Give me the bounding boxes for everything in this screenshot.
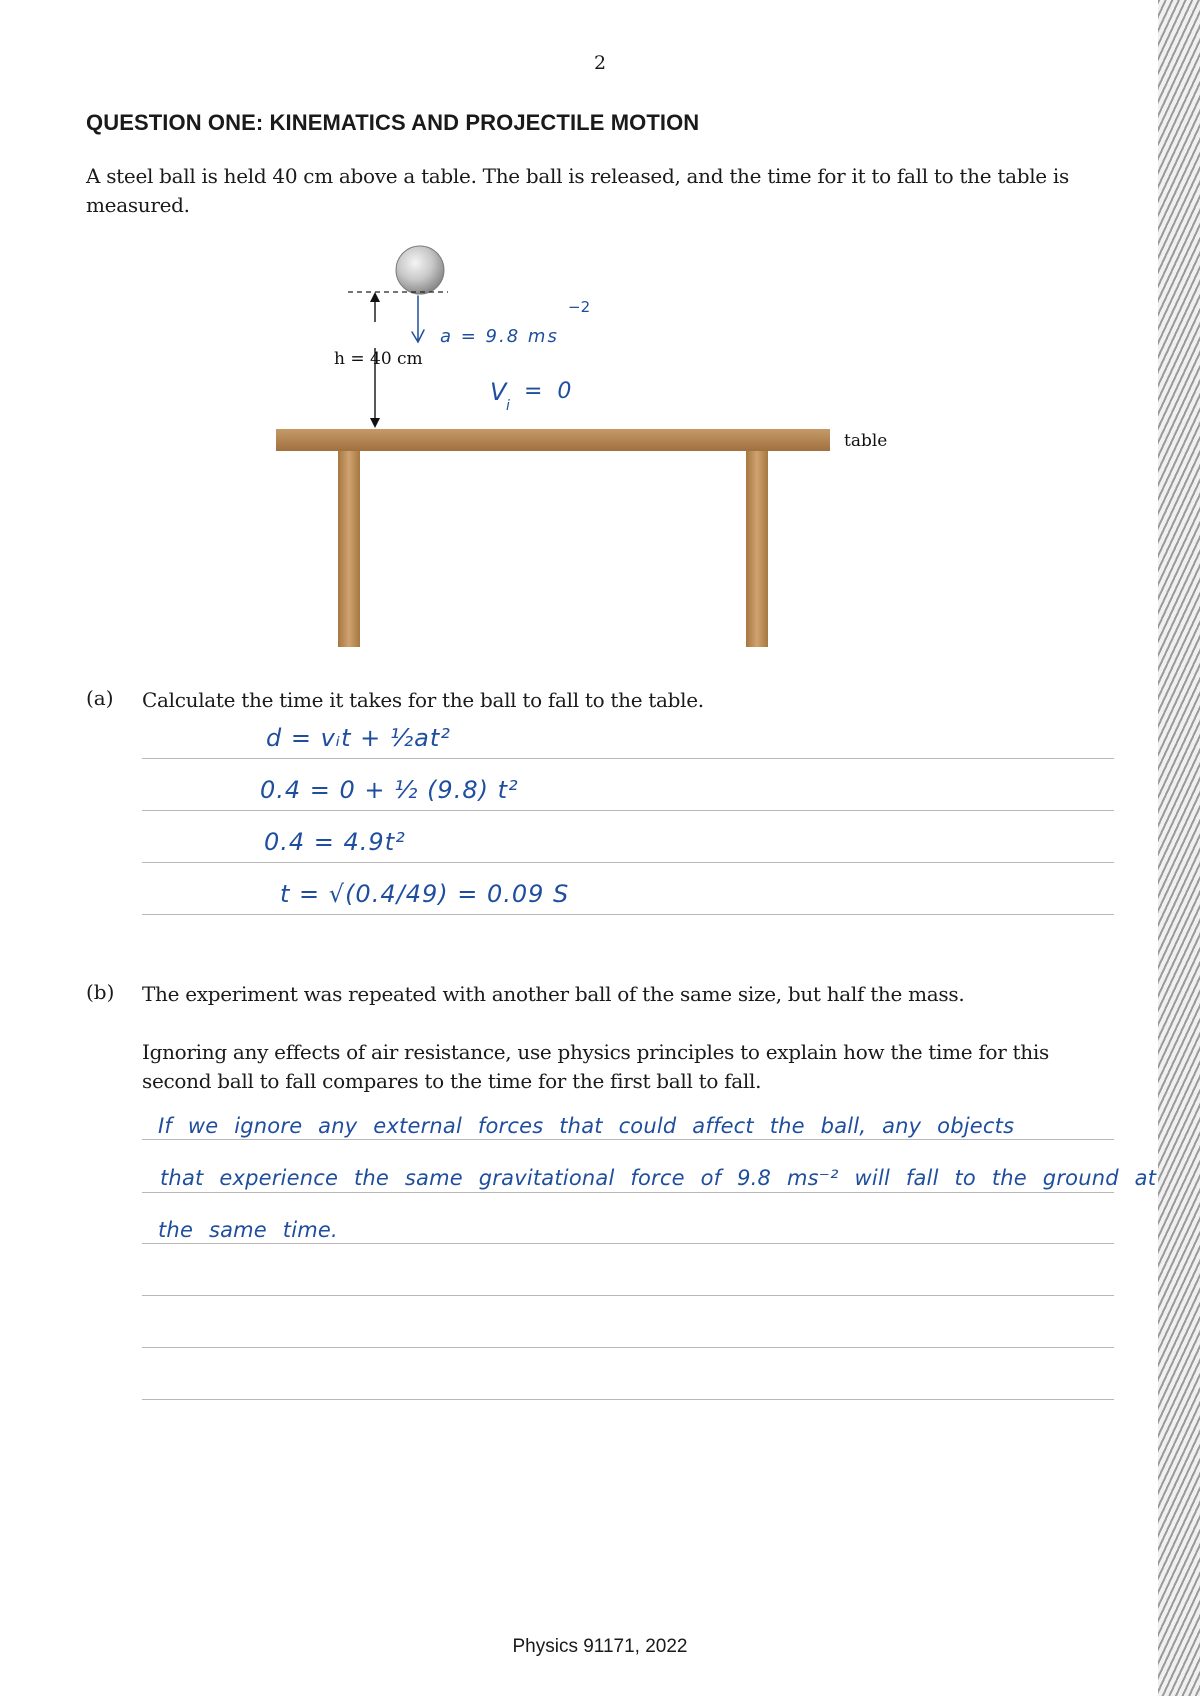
part-b-prompt-1: The experiment was repeated with another ball of the same size, but half the mass. — [142, 982, 965, 1006]
part-a-answer-rule — [142, 758, 1114, 759]
part-a-answer-line: d = vᵢt + ½at² — [266, 724, 451, 752]
part-b-answer-rule — [142, 1243, 1114, 1244]
part-b-answer-rule — [142, 1192, 1114, 1193]
table-top — [276, 429, 830, 451]
acceleration-annotation: a = 9.8 ms — [440, 326, 559, 347]
part-a-answer-line: t = √(0.4/49) = 0.09 S — [280, 880, 570, 908]
part-b-answer-line: If we ignore any external forces that could affect the ball, any objects — [158, 1114, 1015, 1138]
acceleration-arrow-icon — [412, 296, 424, 342]
part-b-answer-rule — [142, 1399, 1114, 1400]
part-b-prompt-2: Ignoring any effects of air resistance, use physics principles to explain how the time for this second ball to fall compares to the time for the first ball to fall. — [142, 1040, 1049, 1093]
vi-annotation-sub: i — [506, 398, 510, 414]
table-label: table — [844, 431, 888, 451]
question-heading: QUESTION ONE: KINEMATICS AND PROJECTILE MOTION — [86, 110, 700, 135]
ball-table-diagram — [250, 230, 910, 650]
part-a-answer-rule — [142, 862, 1114, 863]
table-leg-right — [746, 451, 768, 647]
part-a-answer-line: 0.4 = 0 + ½ (9.8) t² — [260, 776, 519, 804]
page-margin-strip — [1158, 0, 1200, 1696]
acceleration-exponent: −2 — [568, 298, 591, 316]
part-a-answer-rule — [142, 810, 1114, 811]
height-label: h = 40 cm — [334, 349, 423, 369]
height-arrow-head-top — [370, 292, 380, 302]
part-b-answer-rule — [142, 1347, 1114, 1348]
part-b-answer-line: that experience the same gravitational force of 9.8 ms⁻² will fall to the ground at — [160, 1166, 1157, 1190]
part-a-prompt: Calculate the time it takes for the ball to fall to the table. — [142, 688, 704, 712]
table-leg-left — [338, 451, 360, 647]
part-b-answer-rule — [142, 1139, 1114, 1140]
vi-annotation-main: V — [490, 378, 507, 406]
part-b-answer-rule — [142, 1295, 1114, 1296]
part-b-label: (b) — [86, 980, 115, 1004]
part-a-answer-rule — [142, 914, 1114, 915]
height-arrow-head-bottom — [370, 418, 380, 428]
page-footer: Physics 91171, 2022 — [512, 1636, 688, 1657]
question-intro: A steel ball is held 40 cm above a table. The ball is released, and the time for it to fall to the table is measured. — [86, 164, 1069, 217]
vi-annotation-value: = 0 — [524, 379, 572, 404]
part-a-answer-line: 0.4 = 4.9t² — [264, 828, 406, 856]
part-a-label: (a) — [86, 686, 114, 710]
steel-ball — [396, 246, 444, 294]
page-number: 2 — [593, 52, 607, 74]
part-b-answer-line: the same time. — [158, 1218, 338, 1242]
